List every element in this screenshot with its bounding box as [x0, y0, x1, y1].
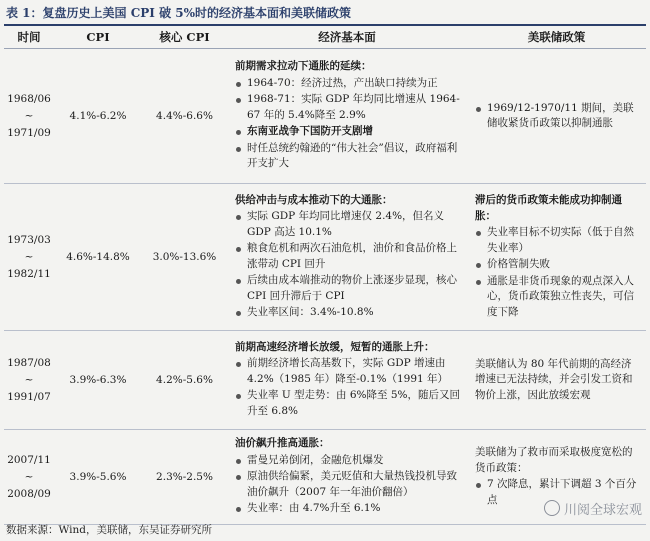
- header-economy: 经济基本面: [227, 25, 467, 49]
- policy-text: 美联储认为 80 年代前期的高经济增速已无法持续，并会引发工资和物价上涨，因此放缓宏观: [475, 357, 633, 401]
- policy-bullet: 1969/12-1970/11 期间，美联储收紧货币政策以抑制通胀: [475, 101, 642, 132]
- economy-bullet: 实际 GDP 年均同比增速仅 2.4%，但名义 GDP 高达 10.1%: [235, 209, 463, 240]
- header-core-cpi: 核心 CPI: [142, 25, 227, 49]
- watermark-text: 川阅全球宏观: [563, 503, 642, 518]
- table-row: [4, 49, 646, 184]
- header-fed-policy: 美联储政策: [467, 25, 646, 49]
- period-sep: ~: [24, 470, 34, 483]
- economy-bullet: 失业率：由 4.7%升至 6.1%: [235, 501, 463, 517]
- period-start: 2007/11: [7, 453, 51, 466]
- policy-heading: 滞后的货币政策未能成功抑制通胀：: [475, 194, 622, 222]
- period-end: 1982/11: [7, 267, 51, 280]
- economy-bullet: 雷曼兄弟倒闭，金融危机爆发: [235, 453, 463, 469]
- cpi-cell: 3.9%-5.6%: [54, 430, 142, 525]
- period-start: 1973/03: [7, 233, 51, 246]
- policy-bullet: 通胀是非货币现象的观点深入人心，货币政策独立性丧失，可信度下降: [475, 274, 642, 321]
- economy-bullet: 1968-71：实际 GDP 年均同比增速从 1964-67 年的 5.4%降至 2.9%: [235, 92, 463, 123]
- economy-bullet: 时任总统约翰逊的“伟大社会”倡议，政府福利开支扩大: [235, 141, 463, 172]
- table-row: [4, 331, 646, 430]
- policy-cell: [467, 184, 646, 331]
- policy-table: [4, 24, 646, 525]
- policy-cell: [467, 331, 646, 430]
- period-start: 1987/08: [7, 356, 51, 369]
- economy-cell: [227, 49, 467, 184]
- period-end: 1971/09: [7, 126, 51, 139]
- header-row: [4, 25, 646, 49]
- economy-bullet: 原油供给偏紧，美元贬值和大量热钱投机导致油价飙升（2007 年一年油价翻倍）: [235, 469, 463, 500]
- economy-bullet: 前期经济增长高基数下，实际 GDP 增速由 4.2%（1985 年）降至-0.1%（1991 年）: [235, 356, 463, 387]
- cpi-cell: 4.1%-6.2%: [54, 49, 142, 184]
- economy-cell: [227, 331, 467, 430]
- period-end: 2008/09: [7, 487, 51, 500]
- economy-cell: [227, 184, 467, 331]
- period-cell: [4, 430, 54, 525]
- cpi-cell: 4.6%-14.8%: [54, 184, 142, 331]
- period-cell: [4, 49, 54, 184]
- economy-heading: 供给冲击与成本推动下的大通胀：: [235, 193, 393, 206]
- economy-heading: 油价飙升推高通胀：: [235, 437, 330, 450]
- economy-heading: 前期需求拉动下通胀的延续：: [235, 60, 372, 73]
- data-source: 数据来源：Wind，美联储，东吴证券研究所: [6, 524, 212, 536]
- header-period: 时间: [4, 25, 54, 49]
- table-row: [4, 184, 646, 331]
- policy-bullet: 7 次降息，累计下调超 3 个百分点: [475, 477, 642, 508]
- watermark: [544, 499, 642, 518]
- policy-cell: [467, 49, 646, 184]
- core-cpi-cell: 4.2%-5.6%: [142, 331, 227, 430]
- period-end: 1991/07: [7, 390, 51, 403]
- economy-bullet: 后续由成本端推动的物价上涨逐步显现，核心 CPI 回升滞后于 CPI: [235, 273, 463, 304]
- cpi-cell: 3.9%-6.3%: [54, 331, 142, 430]
- period-sep: ~: [24, 373, 34, 386]
- policy-bullet: 价格管制失败: [475, 257, 642, 273]
- core-cpi-cell: 3.0%-13.6%: [142, 184, 227, 331]
- period-start: 1968/06: [7, 92, 51, 105]
- period-cell: [4, 331, 54, 430]
- economy-bullet: 粮食危机和两次石油危机，油价和食品价格上涨带动 CPI 回升: [235, 241, 463, 272]
- economy-bullet: 1964-70：经济过热，产出缺口持续为正: [235, 76, 463, 92]
- economy-heading: 前期高速经济增长放缓，短暂的通胀上升：: [235, 340, 435, 353]
- period-cell: [4, 184, 54, 331]
- economy-bullet: 东南亚战争下国防开支剧增: [235, 124, 463, 140]
- economy-bullet: 失业率区间：3.4%-10.8%: [235, 305, 463, 321]
- core-cpi-cell: 4.4%-6.6%: [142, 49, 227, 184]
- period-sep: ~: [24, 109, 34, 122]
- economy-bullet: 失业率 U 型走势：由 6%降至 5%，随后又回升至 6.8%: [235, 388, 463, 419]
- economy-cell: [227, 430, 467, 525]
- policy-text: 美联储为了救市而采取极度宽松的货币政策：: [475, 446, 633, 474]
- policy-bullet: 失业率目标不切实际（低于自然失业率）: [475, 225, 642, 256]
- header-cpi: CPI: [54, 25, 142, 49]
- wechat-icon: [544, 500, 560, 516]
- table-title: 表 1：复盘历史上美国 CPI 破 5%时的经济基本面和美联储政策: [6, 6, 352, 20]
- core-cpi-cell: 2.3%-2.5%: [142, 430, 227, 525]
- period-sep: ~: [24, 250, 34, 263]
